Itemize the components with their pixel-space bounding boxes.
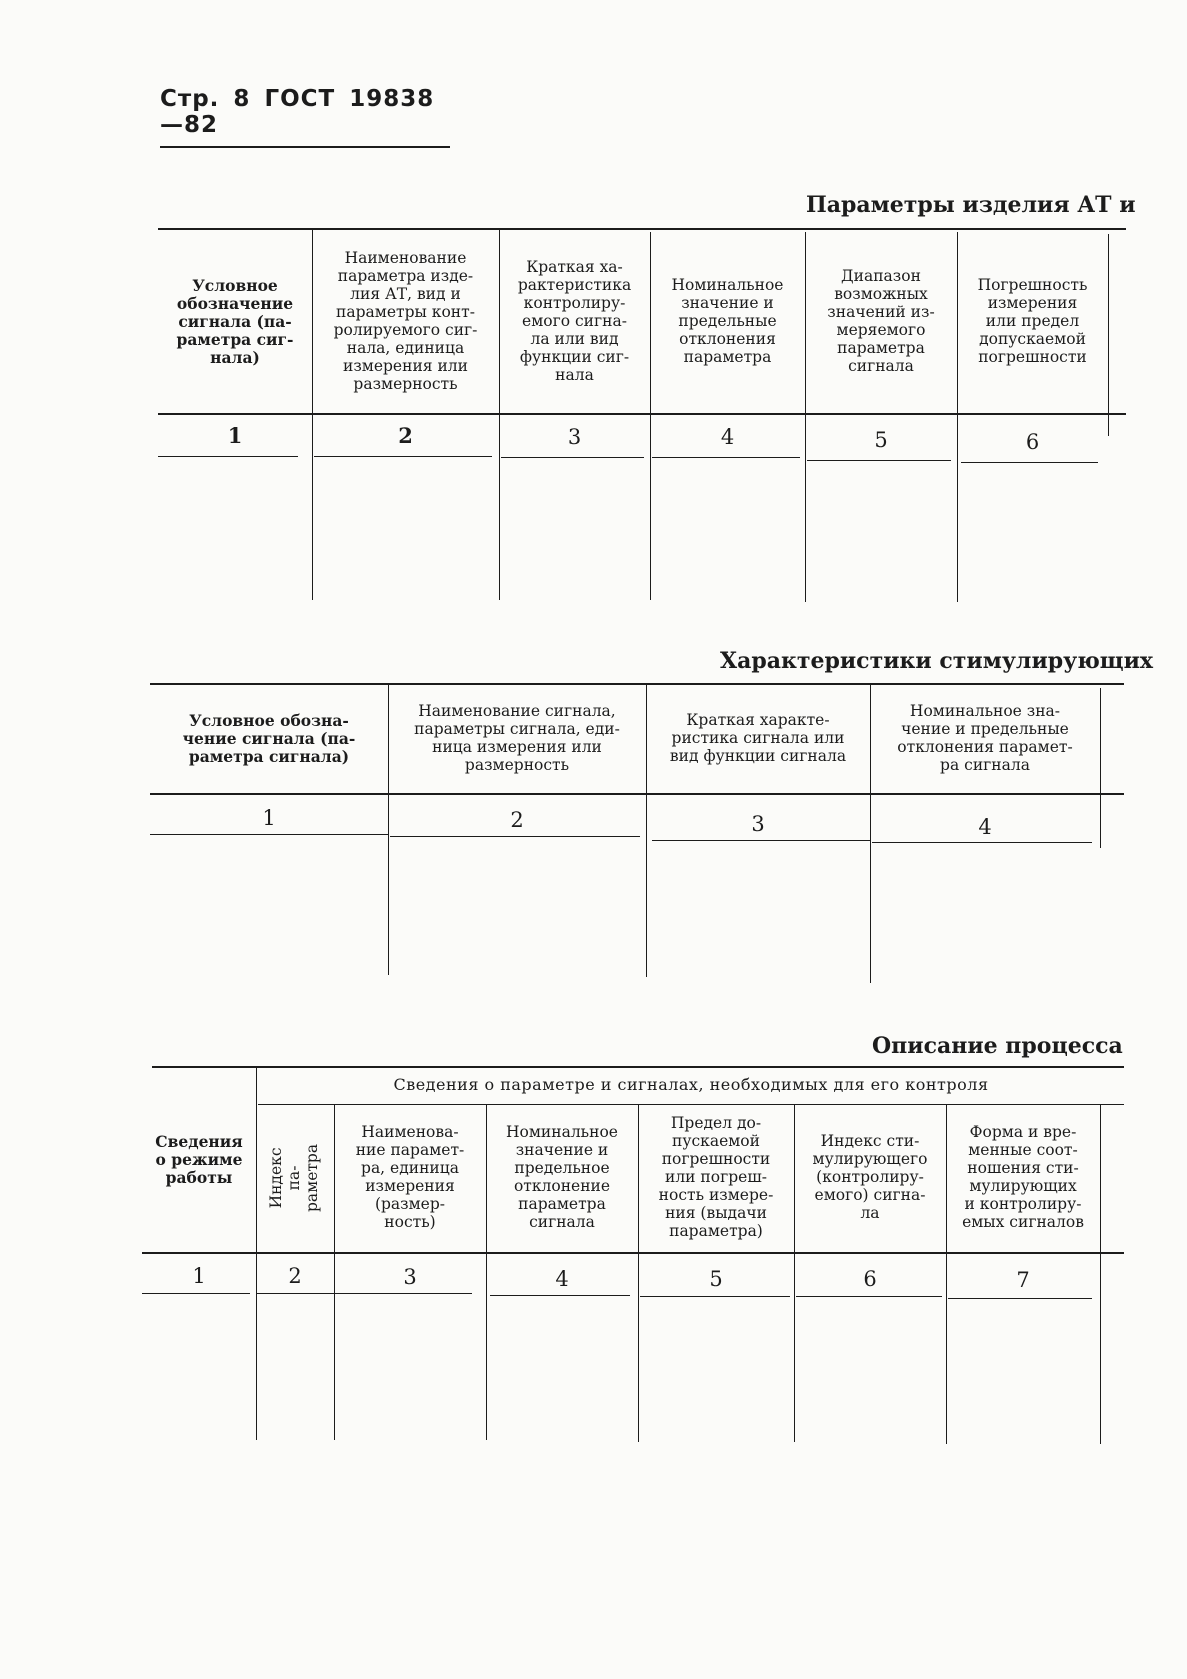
table3-number: 5 (709, 1267, 723, 1291)
table3-header-col2 (258, 1106, 332, 1250)
table3-number: 3 (403, 1265, 417, 1289)
standard-label: ГОСТ (264, 86, 336, 112)
table2-header-col4: Номинальное зна- чение и предельные отклонения парамет- ра сигнала (897, 702, 1073, 774)
table3-number: 7 (1016, 1268, 1030, 1292)
table3-header-col6: Индекс сти- мулирующего (контролиру- емого) сигна- ла (812, 1132, 928, 1222)
table3-header-col1: Сведения о режиме работы (155, 1132, 243, 1187)
table3-number: 1 (192, 1264, 206, 1288)
page-number: 8 (233, 86, 251, 112)
table1-header-col4: Номинальное значение и предельные отклонения параметра (671, 276, 784, 366)
table1-header-col5: Диапазон возможных значений из- меряемого параметра сигнала (827, 267, 935, 375)
table1-header-col1: Условное обозначение сигнала (па- раметра сиг- нала) (176, 276, 294, 367)
table1-number: 4 (720, 425, 735, 449)
table3-header-col2-text: Индекс па- раметра (267, 1143, 321, 1213)
table2-number: 3 (751, 812, 765, 836)
table1-title: Параметры изделия АТ и (806, 192, 1136, 218)
table2-header-col1: Условное обозна- чение сигнала (па- раметра сигнала) (182, 711, 356, 766)
table2-header-col2: Наименование сигнала, параметры сигнала, еди- ница измерения или размерность (414, 702, 620, 774)
table1-number: 3 (567, 425, 582, 449)
table1-number: 6 (1025, 430, 1040, 454)
table3-title: Описание процесса (872, 1033, 1123, 1059)
table2-number: 2 (510, 808, 524, 832)
table1-header-col6: Погрешность измерения или предел допускаемой погрешности (977, 276, 1088, 366)
table3-number: 2 (288, 1264, 302, 1288)
table3-number: 6 (863, 1267, 877, 1291)
table3-header-col4: Номинальное значение и предельное отклонение параметра сигнала (506, 1123, 618, 1231)
table2-title: Характеристики стимулирующих (720, 648, 1154, 674)
table3-number: 4 (555, 1267, 569, 1291)
table1-number: 1 (227, 423, 243, 448)
table3-header-col7: Форма и вре- менные соот- ношения сти- мулирующих и контролиру- емых сигналов (962, 1123, 1084, 1231)
table3-header-col3: Наименова- ние парамет- ра, единица измерения (размер- ность) (355, 1123, 465, 1231)
page-header (160, 86, 450, 148)
table2-number: 4 (978, 815, 992, 839)
table3-header-col5: Предел до- пускаемой погрешности или погреш- ность измере- ния (выдачи параметра) (658, 1114, 774, 1240)
table2-header-col3: Краткая характе- ристика сигнала или вид функции сигнала (669, 711, 847, 765)
table1-number: 5 (874, 428, 888, 452)
standard-code: 19838—82 (160, 86, 435, 138)
table1-number: 2 (398, 423, 413, 448)
table1-header-col2: Наименование параметра изде- лия АТ, вид и параметры конт- ролируемого сиг- нала, единица измерения или размерность (333, 249, 478, 393)
table1-header-col3: Краткая ха- рактеристика контролиру- емого сигна- ла или вид функции сиг- нала (517, 258, 632, 384)
table2-number: 1 (262, 806, 276, 830)
table3-group-header: Сведения о параметре и сигналах, необходимых для его контроля (393, 1074, 989, 1094)
page-label: Стр. (160, 86, 220, 112)
